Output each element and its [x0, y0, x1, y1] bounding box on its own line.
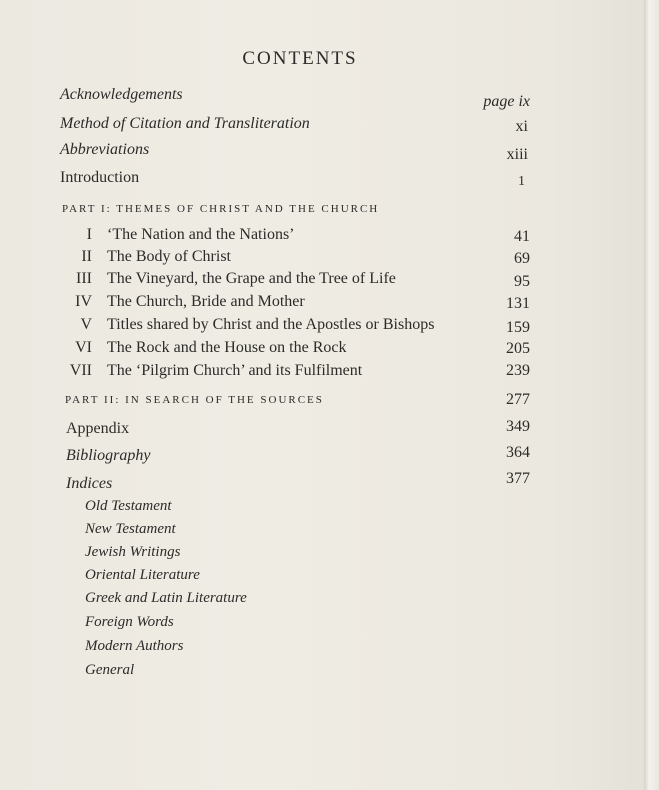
chapter-number: IV [75, 293, 92, 310]
part-heading-text: PART I: THEMES OF CHRIST AND THE CHURCH [62, 203, 380, 215]
chapter-entry [0, 270, 600, 292]
entry-page: 349 [506, 418, 530, 435]
toc-entry [0, 141, 600, 163]
index-item: Foreign Words [85, 614, 174, 630]
index-item: Modern Authors [85, 638, 184, 654]
entry-label: Introduction [60, 169, 140, 186]
chapter-title: ‘The Nation and the Nations’ [107, 226, 295, 243]
page-edge [644, 0, 659, 790]
toc-entry [0, 444, 600, 466]
chapter-title: The ‘Pilgrim Church’ and its Fulfilment [107, 362, 363, 379]
chapter-entry [0, 226, 600, 248]
index-item: Jewish Writings [85, 544, 181, 560]
entry-page: xiii [506, 146, 528, 163]
index-item: New Testament [85, 521, 176, 537]
entry-page: 377 [506, 470, 530, 487]
toc-entry [0, 418, 600, 440]
chapter-entry [0, 293, 600, 315]
chapter-page: 69 [514, 250, 530, 267]
index-item: Greek and Latin Literature [85, 590, 247, 606]
chapter-number: VI [75, 339, 92, 356]
chapter-title: The Church, Bride and Mother [107, 293, 305, 310]
chapter-title: The Rock and the House on the Rock [107, 339, 347, 356]
index-item: Oriental Literature [85, 567, 200, 583]
page-title: CONTENTS [242, 48, 358, 69]
chapter-page: 95 [514, 273, 530, 290]
chapter-entry [0, 316, 600, 338]
chapter-entry [0, 248, 600, 270]
entry-page: page ix [483, 93, 530, 110]
chapter-number: VII [69, 362, 92, 379]
toc-entry [0, 169, 600, 191]
entry-page: 1 [518, 174, 525, 189]
part-page: 277 [506, 391, 530, 408]
entry-label: Bibliography [66, 447, 151, 464]
chapter-number: II [81, 248, 92, 265]
chapter-page: 131 [506, 295, 530, 312]
chapter-title: The Body of Christ [107, 248, 231, 265]
toc-entry [0, 470, 600, 492]
chapter-number: I [86, 226, 92, 243]
entry-label: Indices [66, 475, 113, 492]
chapter-number: V [80, 316, 92, 333]
entry-label: Abbreviations [60, 141, 150, 158]
chapter-title: The Vineyard, the Grape and the Tree of Life [107, 270, 396, 287]
part-heading-text: PART II: IN SEARCH OF THE SOURCES [65, 394, 324, 406]
entry-page: 364 [506, 444, 530, 461]
entry-label: Acknowledgements [60, 86, 183, 103]
toc-entry [0, 115, 600, 137]
chapter-title: Titles shared by Christ and the Apostles or Bishops [107, 316, 435, 333]
chapter-entry [0, 362, 600, 384]
toc-entry [0, 86, 600, 108]
chapter-page: 205 [506, 340, 530, 357]
entry-page: xi [515, 118, 528, 135]
entry-label: Appendix [66, 420, 130, 437]
chapter-page: 159 [506, 319, 530, 336]
chapter-number: III [76, 270, 92, 287]
chapter-entry [0, 339, 600, 361]
index-item: General [85, 662, 135, 678]
part-heading [0, 391, 600, 413]
chapter-page: 239 [506, 362, 530, 379]
chapter-page: 41 [514, 228, 530, 245]
entry-label: Method of Citation and Transliteration [60, 115, 310, 132]
index-item: Old Testament [85, 498, 172, 514]
part-heading [0, 203, 600, 225]
